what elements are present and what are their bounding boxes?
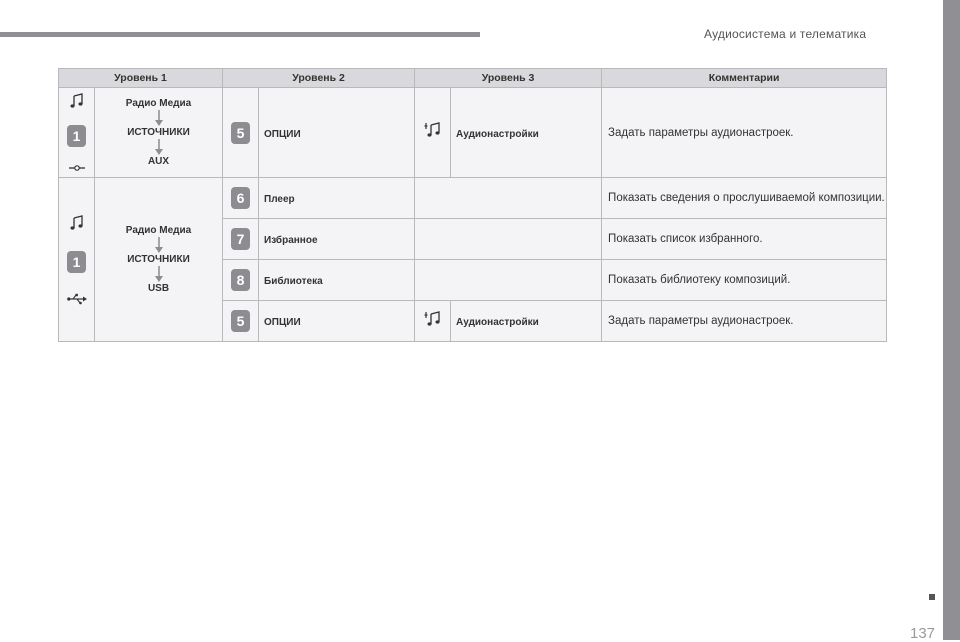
arrow-down-icon <box>154 110 164 126</box>
step-badge: 5 <box>231 122 250 144</box>
chain-step-sources: ИСТОЧНИКИ <box>127 127 190 138</box>
comment-text: Показать библиотеку композиций. <box>608 274 791 286</box>
step-badge: 5 <box>231 310 250 332</box>
section-title: Аудиосистема и телематика <box>704 27 867 41</box>
comment-cell <box>602 260 887 301</box>
level2-badge-cell <box>223 219 259 260</box>
page-number: 137 <box>910 625 936 642</box>
level2-label: Библиотека <box>264 276 323 287</box>
level2-cell <box>259 178 415 219</box>
level3-label <box>415 235 420 246</box>
level3-label: Аудионастройки <box>456 317 539 328</box>
arrow-down-icon <box>154 266 164 282</box>
column-header-comments: Комментарии <box>602 69 887 88</box>
column-header-level1: Уровень 1 <box>59 69 223 88</box>
music-note-icon <box>69 93 85 109</box>
table-header-row <box>59 69 887 88</box>
comment-cell <box>602 301 887 342</box>
comment-cell <box>602 178 887 219</box>
arrow-down-icon <box>154 139 164 155</box>
level3-cell <box>451 301 602 342</box>
step-badge: 7 <box>231 228 250 250</box>
level2-cell <box>259 88 415 178</box>
level1-icons-usb <box>59 178 95 342</box>
menu-structure-table <box>58 68 887 342</box>
comment-cell <box>602 88 887 178</box>
top-decorative-bar <box>0 32 480 37</box>
chain-step-aux: AUX <box>147 156 170 167</box>
right-edge-strip <box>943 0 960 640</box>
level1-chain-usb <box>95 178 223 342</box>
step-badge: 1 <box>67 125 86 147</box>
table-row <box>59 178 887 219</box>
chain-step-radio-media: Радио Медиа <box>125 225 192 236</box>
comment-text: Показать сведения о прослушиваемой композиции. <box>608 192 885 204</box>
level1-chain-aux <box>95 88 223 178</box>
level3-cell <box>415 178 602 219</box>
level2-badge-cell <box>223 301 259 342</box>
level2-badge-cell <box>223 178 259 219</box>
audio-settings-icon <box>424 310 442 328</box>
level3-label <box>415 194 420 205</box>
aux-plug-icon <box>68 163 86 173</box>
level2-label: Избранное <box>264 235 318 246</box>
chain-step-radio-media: Радио Медиа <box>125 98 192 109</box>
column-header-level3: Уровень 3 <box>415 69 602 88</box>
arrow-down-icon <box>154 237 164 253</box>
level3-icon-cell <box>415 88 451 178</box>
music-note-icon <box>69 215 85 231</box>
level2-label: ОПЦИИ <box>264 317 301 328</box>
step-badge: 6 <box>231 187 250 209</box>
comment-cell <box>602 219 887 260</box>
level2-badge-cell <box>223 260 259 301</box>
level1-icons-aux <box>59 88 95 178</box>
step-badge: 8 <box>231 269 250 291</box>
level2-badge-cell <box>223 88 259 178</box>
column-header-level2: Уровень 2 <box>223 69 415 88</box>
level2-cell <box>259 301 415 342</box>
table-row <box>59 88 887 178</box>
chain-step-usb: USB <box>147 283 170 294</box>
comment-text: Задать параметры аудионастроек. <box>608 126 794 139</box>
level2-label: ОПЦИИ <box>264 128 301 140</box>
comment-text: Показать список избранного. <box>608 233 763 245</box>
page-bullet <box>929 594 935 600</box>
level2-label: Плеер <box>264 194 295 205</box>
comment-text: Задать параметры аудионастроек. <box>608 315 794 327</box>
audio-settings-icon <box>424 121 442 139</box>
level3-label: Аудионастройки <box>456 128 539 140</box>
level3-label <box>415 276 420 287</box>
step-badge: 1 <box>67 251 86 273</box>
chain-step-sources: ИСТОЧНИКИ <box>127 254 190 265</box>
level3-cell <box>451 88 602 178</box>
level2-cell <box>259 260 415 301</box>
level3-icon-cell <box>415 301 451 342</box>
level2-cell <box>259 219 415 260</box>
level3-cell <box>415 219 602 260</box>
usb-icon <box>67 293 87 305</box>
level3-cell <box>415 260 602 301</box>
